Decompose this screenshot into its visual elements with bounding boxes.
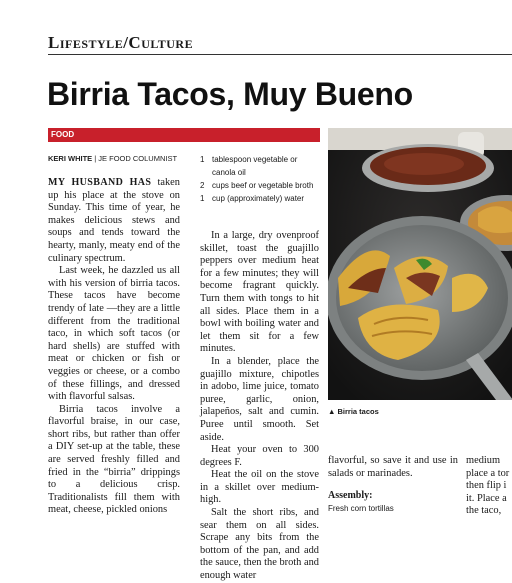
ingredient-item xyxy=(200,192,318,205)
paragraph: Salt the short ribs, and sear them on all sides. Scrape any bits from the bottom of the pan, and add the sauce, then the broth and enough water xyxy=(200,507,319,582)
ingredient-text: tablespoon vegetable or canola oil xyxy=(212,155,298,177)
paragraph: Birria tacos involve a flavorful braise, in our case, short ribs, but rather than offer a DIY set-up at the table, these are served freshly filled and fried in the “birria” drippings to a delicious crisp. Traditionalists fill them with meat, cheese, pickled onions xyxy=(48,403,180,516)
assembly-item: Fresh corn tortillas xyxy=(328,503,394,513)
section-title: Lifestyle/Culture xyxy=(48,33,194,52)
text-line: place a tor xyxy=(466,467,510,479)
photo-caption: ▲ Birria tacos xyxy=(328,407,379,416)
paragraph: In a blender, place the guajillo mixture, chipotles in adobo, lime juice, tomato puree, garlic, onion, jalapeños, salt and cumin. Puree until smooth. Set aside. xyxy=(200,355,319,443)
author-role: | JE FOOD COLUMNIST xyxy=(94,154,178,163)
ingredient-list xyxy=(200,153,318,205)
paragraph: In a large, dry ovenproof skillet, toast the guajillo peppers over medium heat for a few minutes; they will become fragrant quickly. Turn them with tongs to hit all sides. Place them in a bowl with boiling water and let them sit for a few minutes. xyxy=(200,230,319,355)
text-line: it. Place a xyxy=(466,492,507,504)
paragraph: Heat your oven to 300 degrees F. xyxy=(200,444,319,468)
ingredient-qty: 1 xyxy=(200,155,205,164)
birria-tacos-photo xyxy=(328,128,512,400)
category-label: FOOD xyxy=(51,130,75,139)
paragraph: Heat the oil on the stove in a skillet over medium-high. xyxy=(200,469,319,506)
headline: Birria Tacos, Muy Bueno xyxy=(47,76,413,112)
paragraph: flavorful, so save it and use in salads or marinades. xyxy=(328,455,458,479)
lead-in: MY HUSBAND HAS xyxy=(48,177,152,188)
article-column-4 xyxy=(466,455,512,518)
ingredient-item xyxy=(200,153,318,179)
text-line: medium xyxy=(466,455,501,466)
article-column-2 xyxy=(200,230,319,583)
article-column-3 xyxy=(328,455,458,515)
assembly-heading: Assembly: xyxy=(328,490,373,502)
paragraph-text: taken up his place at the stove on Sunday. This time of year, he makes delicious stews and soups and tends toward the hearty, manly, meaty end of the culinary spectrum. xyxy=(48,177,180,264)
text-line: the taco, xyxy=(466,505,502,517)
category-banner xyxy=(48,128,320,142)
byline xyxy=(48,154,177,163)
section-rule xyxy=(48,54,512,55)
ingredient-text: cups beef or vegetable broth xyxy=(212,181,314,190)
ingredient-qty: 2 xyxy=(200,181,205,190)
ingredient-qty: 1 xyxy=(200,194,205,203)
text-line: then flip i xyxy=(466,480,507,492)
paragraph: Last week, he dazzled us all with his version of birria tacos. These tacos have become trendy of late —they are a little different from the traditional taco, in which soft tacos (or hard shells) are stuffed with meat or chicken or fish or veggies or cheese, or a combo of these fillings, and dressed with flavorful salsas. xyxy=(48,265,180,403)
photo-illustration xyxy=(328,128,512,400)
ingredient-item xyxy=(200,179,318,192)
article-column-1 xyxy=(48,177,180,517)
paragraph xyxy=(48,177,180,265)
ingredient-text: cup (approximately) water xyxy=(212,194,305,203)
author-name: KERI WHITE xyxy=(48,154,93,163)
